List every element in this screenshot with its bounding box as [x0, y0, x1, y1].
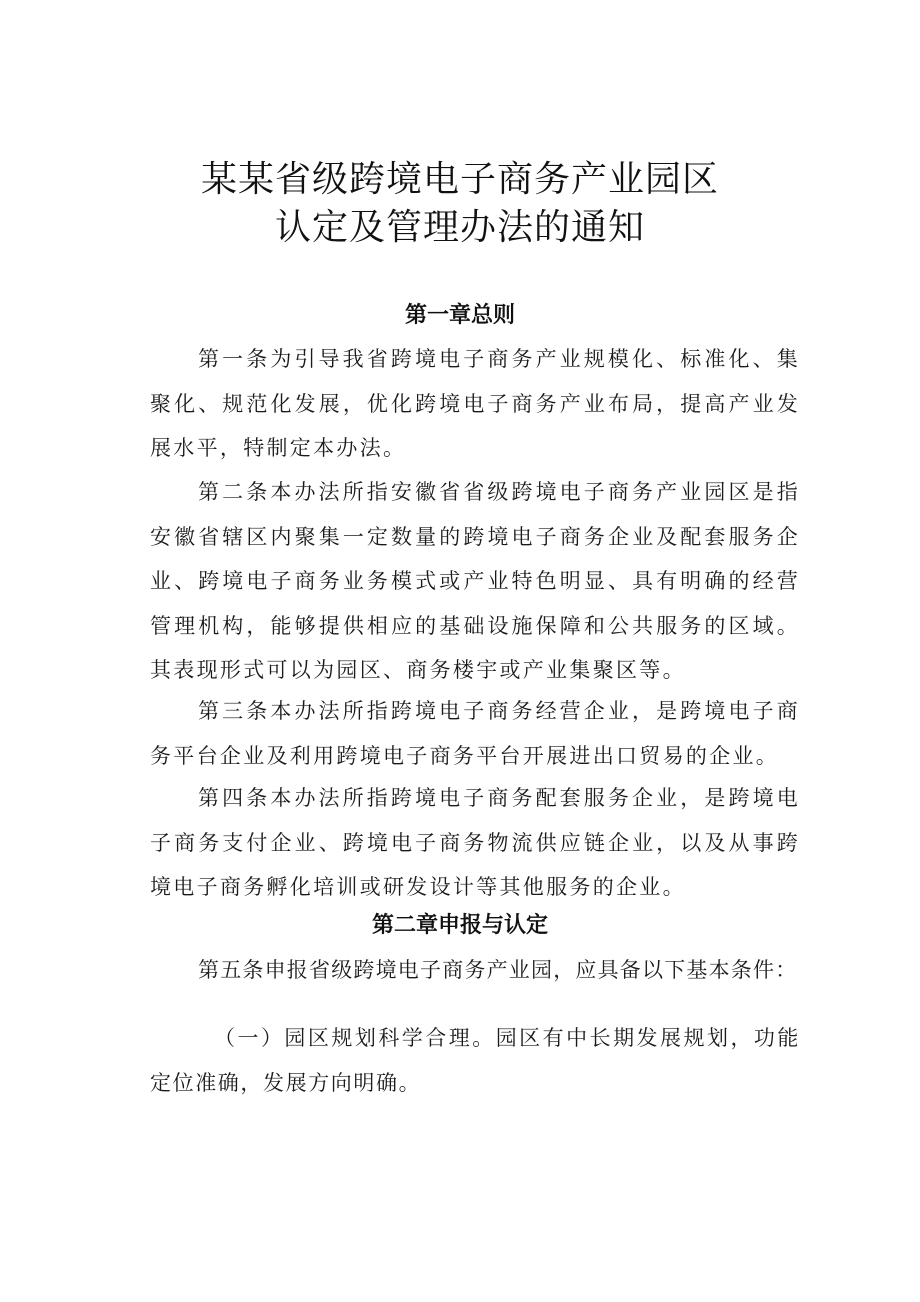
article-3: 第三条本办法所指跨境电子商务经营企业，是跨境电子商务平台企业及利用跨境电子商务平台开展进出口贸易的企业。 — [150, 699, 800, 768]
document-title-line1: 某某省级跨境电子商务产业园区 — [200, 159, 719, 200]
chapter-heading-1: 第一章总则 — [404, 303, 515, 328]
article-1: 第一条为引导我省跨境电子商务产业规模化、标准化、集聚化、规范化发展，优化跨境电子商务产业布局，提高产业发展水平，特制定本办法。 — [150, 347, 800, 460]
article-4: 第四条本办法所指跨境电子商务配套服务企业，是跨境电子商务支付企业、跨境电子商务物流供应链企业，以及从事跨境电子商务孵化培训或研发设计等其他服务的企业。 — [150, 786, 800, 899]
article-5: 第五条申报省级跨境电子商务产业园，应具备以下基本条件： — [198, 958, 798, 982]
document-title-line2: 认定及管理办法的通知 — [274, 207, 645, 248]
chapter-heading-2: 第二章申报与认定 — [371, 913, 548, 938]
article-2: 第二条本办法所指安徽省省级跨境电子商务产业园区是指安徽省辖区内聚集一定数量的跨境电子商务企业及配套服务企业、跨境电子商务业务模式或产业特色明显、具有明确的经营管理机构，能够提供相应的基础设施保障和公共服务的区域。其表现形式可以为园区、商务楼宇或产业集聚区等。 — [150, 480, 800, 682]
article-5-item-1: （一）园区规划科学合理。园区有中长期发展规划，功能定位准确，发展方向明确。 — [150, 1026, 800, 1095]
